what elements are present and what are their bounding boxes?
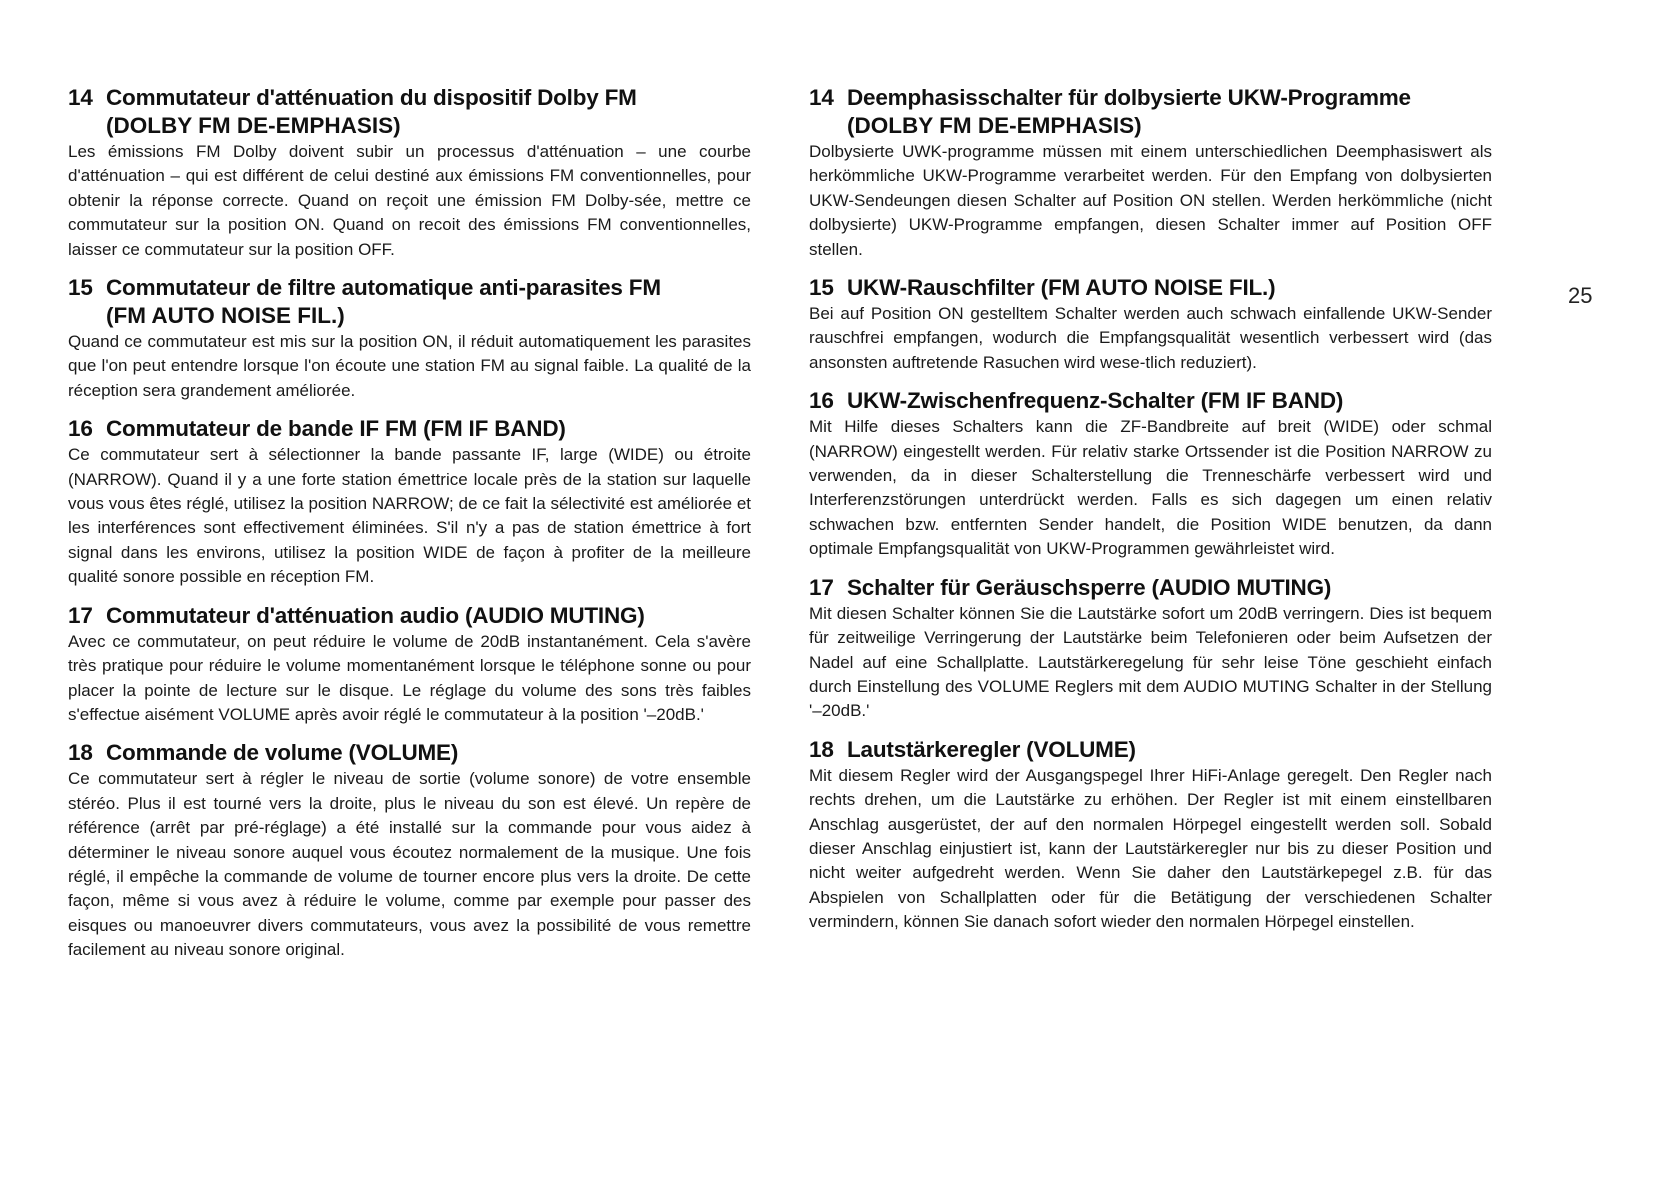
section-heading <box>68 415 751 443</box>
section-body: Ce commutateur sert à sélectionner la bande passante IF, large (WIDE) ou étroite (NARROW). Quand il y a une forte station émettrice locale près de la station sur laquelle vous vous êtes réglé, utilisez la position NARROW; de ce fait la sélectivité est améliorée et les interférences sont effectivement éliminées. S'il n'y a pas de station émettrice à fort signal dans les environs, utilisez la position WIDE de façon à profiter de la meilleure qualité sonore possible en réception FM. <box>68 445 751 587</box>
de-section-17 <box>809 574 1492 724</box>
section-heading <box>68 84 751 112</box>
section-number: 17 <box>809 574 834 600</box>
section-heading <box>809 736 1492 764</box>
french-column <box>68 84 751 975</box>
german-column <box>809 84 1492 947</box>
section-body: Mit Hilfe dieses Schalters kann die ZF-Bandbreite auf breit (WIDE) oder schmal (NARROW) eingestellt werden. Für relativ starke Ortssender ist die Position NARROW zu verwenden, da in dieser Schalterstellung die Trenneschärfe verbessert wird und Interferenzstörungen unterdrückt werden. Falls es sich dagegen um einen relativ schwachen bzw. entfernten Sender handelt, die Position WIDE benutzen, da dann optimale Empfangsqualität von UKW-Programmen gewährleistet wird. <box>809 417 1492 559</box>
section-number: 18 <box>68 740 93 766</box>
section-number: 14 <box>68 85 93 110</box>
section-title: Commutateur de bande IF FM (FM IF BAND) <box>106 416 566 442</box>
section-body: Mit diesem Regler wird der Ausgangspegel Ihrer HiFi-Anlage geregelt. Den Regler nach rechts drehen, um die Lautstärke zu erhöhen. Der Regler ist mit einem einstellbaren Anschlag ausgerüstet, der auf den normalen Hörpegel eingestellt werden soll. Sobald dieser Anschlag einjustiert ist, kann der Lautstärkeregler nur bis zu dieser Position und nicht weiter aufgedreht werden. Wenn Sie daher den Lautstärkepegel z.B. für das Abspielen von Schallplatten oder für die Betätigung der verschiedenen Schalter vermindern, können Sie danach sofort wieder den normalen Hörpegel einstellen. <box>809 765 1492 932</box>
section-title: Commutateur d'atténuation du dispositif Dolby FM <box>106 85 637 110</box>
section-number: 17 <box>68 602 93 628</box>
section-subtitle: (DOLBY FM DE-EMPHASIS) <box>847 113 1142 138</box>
section-title: Commutateur de filtre automatique anti-parasites FM <box>106 275 661 301</box>
fr-section-16 <box>68 415 751 589</box>
section-title: Commande de volume (VOLUME) <box>106 740 459 766</box>
section-heading <box>809 274 1492 302</box>
section-title: Lautstärkeregler (VOLUME) <box>847 736 1136 762</box>
section-body: Dolbysierte UWK-programme müssen mit einem unterschiedlichen Deemphasiswert als herkömmliche UKW-Programme verarbeitet werden. Für den Empfang von dolbysierten UKW-Sendeungen diesen Schalter auf Position ON stellen. Werden herkömmliche (nicht dolbysierte) UKW-Programme empfangen, diesen Schalter immer auf Position OFF stellen. <box>809 142 1492 259</box>
section-number: 15 <box>809 275 834 301</box>
section-body: Quand ce commutateur est mis sur la position ON, il réduit automatiquement les parasites que l'on peut entendre lorsque l'on écoute une station FM au signal faible. La qualité de la réception sera grandement améliorée. <box>68 332 751 400</box>
de-section-16 <box>809 387 1492 561</box>
section-number: 14 <box>809 85 834 110</box>
section-heading <box>68 274 751 302</box>
section-heading <box>68 739 751 767</box>
section-title: Deemphasisschalter für dolbysierte UKW-Programme <box>847 85 1411 110</box>
de-section-18 <box>809 736 1492 935</box>
section-subtitle: (DOLBY FM DE-EMPHASIS) <box>106 113 401 138</box>
section-number: 16 <box>68 416 93 442</box>
section-heading <box>809 84 1492 112</box>
section-title: UKW-Zwischenfrequenz-Schalter (FM IF BAND) <box>847 388 1344 414</box>
section-subtitle: (FM AUTO NOISE FIL.) <box>106 303 345 329</box>
fr-section-14 <box>68 84 751 262</box>
section-heading <box>809 574 1492 602</box>
section-title: UKW-Rauschfilter (FM AUTO NOISE FIL.) <box>847 275 1276 301</box>
section-number: 16 <box>809 388 834 414</box>
fr-section-15 <box>68 274 751 403</box>
section-body: Mit diesen Schalter können Sie die Lautstärke sofort um 20dB verringern. Dies ist bequem für zeitweilige Verringerung der Lautstärke beim Telefonieren oder beim Aufsetzen der Nadel auf eine Schallplatte. Lautstärkeregelung für sehr leise Töne geschieht einfach durch Einstellung des VOLUME Reglers mit dem AUDIO MUTING Schalter in der Stellung '–20dB.' <box>809 603 1492 721</box>
fr-section-18 <box>68 739 751 962</box>
section-body: Les émissions FM Dolby doivent subir un processus d'atténuation – une courbe d'atténuation – qui est différent de celui destiné aux émissions FM conventionnelles, pour obtenir la réponse correcte. Quand on reçoit une émission FM Dolby-sée, mettre ce commutateur sur la position ON. Quand on recoit des émissions FM conventionnelles, laisser ce commutateur sur la position OFF. <box>68 142 751 259</box>
de-section-15 <box>809 274 1492 375</box>
section-body: Avec ce commutateur, on peut réduire le volume de 20dB instantanément. Cela s'avère très pratique pour réduire le volume momentanément lorsque le téléphone sonne ou pour placer la pointe de lecture sur le disque. Le réglage du volume des sons très faibles s'effectue aisément VOLUME après avoir réglé le commutateur à la position '–20dB.' <box>68 631 751 724</box>
fr-section-17 <box>68 602 751 728</box>
page-number: 25 <box>1568 283 1593 308</box>
section-title: Commutateur d'atténuation audio (AUDIO MUTING) <box>106 602 645 628</box>
de-section-14 <box>809 84 1492 262</box>
section-number: 18 <box>809 736 834 762</box>
section-body: Ce commutateur sert à régler le niveau de sortie (volume sonore) de votre ensemble stéréo. Plus il est tourné vers la droite, plus le niveau du son est élevé. Un repère de référence (arrêt par pré-réglage) a été installé sur la commande pour vous aidez à déterminer le niveau sonore auquel vous écoutez normalement de la musique. Une fois réglé, il empêche la commande de volume de tourner encore plus vers la droite. De cette façon, même si vous avez à réduire le volume, comme par exemple pour passer des eisques ou manoeuvrer divers commutateurs, vous avez la possibilité de vous remettre facilement au niveau sonore original. <box>68 769 751 960</box>
section-heading <box>809 387 1492 415</box>
section-title: Schalter für Geräuschsperre (AUDIO MUTING) <box>847 574 1332 600</box>
section-number: 15 <box>68 275 93 301</box>
section-heading <box>68 602 751 630</box>
section-body: Bei auf Position ON gestelltem Schalter werden auch schwach einfallende UKW-Sender rauschfrei empfangen, wodurch die Empfangsqualität wesentlich verbessert wird (das ansonsten auftretende Rasuchen wird wese-tlich reduziert). <box>809 304 1492 372</box>
